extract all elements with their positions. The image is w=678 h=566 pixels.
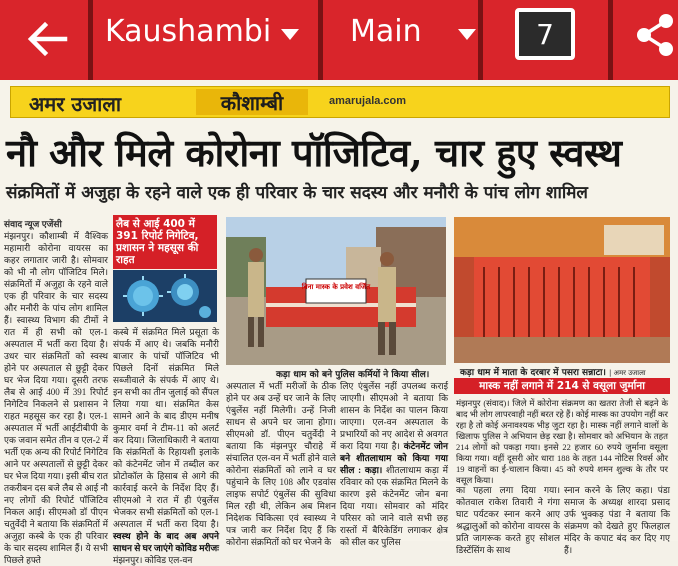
temple-photo [454,217,670,363]
highlight-box: लैब से आई 400 में 391 रिपोर्ट निगेटिव, प्रशासन ने महसूस की राहत [113,215,217,269]
police-barricade-photo [226,217,446,365]
back-button[interactable] [22,14,72,64]
column-2-tail: मंझनपुर। कोविड एल-वन [113,555,193,565]
column-4-tail: शीतलाधाम कड़ा में रविवार को एक संक्रमित मिलने के कारण इसे कंटेनमेंट जोन बना दिया गया। सोमवार को मंदिर परिसर को जाने वाले सभी छह रास्तों में बैरिकेडिंग लगाकर क्षेत्र को सील कर पुलिस [340,465,449,547]
toolbar-divider [478,0,483,80]
chevron-down-icon [458,29,476,40]
photo-2-credit: | अमर उजाला [609,369,646,377]
photo-2-caption [460,365,646,378]
chevron-down-icon [281,29,299,40]
page-number-button[interactable] [515,8,575,60]
side-story-headline: मास्क नहीं लगाने में 214 से वसूला जुर्माना [454,378,670,394]
column-2-subhead: स्वस्थ होने के बाद अब अपने साधन से घर जाएंगे कोविड मरीजः [113,531,219,553]
location-label: Kaushambi [105,14,272,49]
share-button[interactable] [630,10,678,60]
barricade-sign: बिना मास्क के प्रवेश वर्जित [301,283,371,291]
article-headline: नौ और मिले कोरोना पॉजिटिव, चार हुए स्वस्थ [6,130,622,175]
toolbar-divider [318,0,323,80]
app-toolbar [0,0,678,80]
article-column-4 [340,380,449,547]
toolbar-divider [88,0,93,80]
arrow-left-icon [27,21,67,57]
side-story-body: मंझनपुर (संवाद)। जिले में कोरोना संक्रमण का खतरा तेजी से बढ़ने के बाद भी लोग लापरवाही नहीं बरत रहे हैं। कोई मास्क का उपयोग नहीं कर रहा है तो कोई अनावश्यक भीड़ जुटा रहा है। मास्क नहीं लगाने वालों के खिलाफ पुलिस ने अभियान छेड़ रखा है। सोमवार को अभियान के तहत 214 लोगों को पकड़ा गया। इनसे 22 हजार 60 रुपये जुर्माना वसूला किया गया। वहीं दूसरी ओर धारा 188 के तहत 144 नोटिस रिवर्स और 19 वाहनों का ई-चालान किया। 45 को रुपये शमन शुल्क के तौर पर वसूल किया। [456,398,668,485]
bottom-column-1: का पहला लगा दिया गया। कोतवाल राकेश तिवारी ने गंगा घाट पर्यटकर स्नान करने आए श्रद्धालुओं को कोरोना वायरस के प्रति जागरूक करते हुए सोशल डिस्टेंसिंग के साथ [456,485,560,555]
toolbar-divider [608,0,613,80]
column-4-text: लिए एंबुलेंस नहीं उपलब्ध कराई जाएगी। सीएमओ ने बताया कि शासन के निर्देश का पालन किया जाएगा। एल-वन अस्पताल के प्रभारियों को नए आदेश से अवगत करा दिया गया है। [340,381,448,451]
bottom-column-2: स्नान करने के लिए कहा। पंडा समाज के अध्यक्ष शारदा प्रसाद उर्फ भुक्कड़ पंडा ने बताया कि संक्रमण को देखते हुए फिलहाल मंदिर के कपाट बंद कर दिए गए हैं। [564,485,670,555]
share-icon [634,13,674,57]
edition-label: कौशाम्बी [196,89,308,115]
brand-logo: अमर उजाला [29,92,122,116]
virus-image [113,270,217,322]
location-dropdown[interactable] [105,14,299,49]
column-2-text: कस्बे में संक्रमित मिले प्रसूता के संपर्क में आए थे। जबकि मनौरी बाजार के पांचों पॉजिटिव भी पिछले दिनों संक्रमित मिले सब्जीवाले के संपर्क में आए थे। इन सभी का तीन जुलाई को सैंपल लिया गया था। संक्रमित केस सामने आने के बाद डीएम मनीष कुमार वर्मा ने टीम-11 को अलर्ट कर दिया। जिलाधिकारी ने बताया कि संक्रमितों के रिहायशी इलाके को कंटेनमेंट जोन में तब्दील कर प्रोटोकॉल के हिसाब से आगे की कार्रवाई करने के निर्देश दिए हैं। सीएमओ ने रात में ही एंबुलेंस भेजकर सभी संक्रमितों को एल-1 अस्पताल में भर्ती करा दिया है। [113,327,219,529]
article-column-2 [113,326,219,565]
article-subhead: संक्रमितों में अजुहा के रहने वाले एक ही परिवार के चार सदस्य और मनौरी के पांच लोग शामिल [6,183,588,203]
masthead [10,86,670,118]
photo-1-caption: कड़ा धाम को बने पुलिस कर्मियों ने किया सील। [276,370,430,380]
photo-2-caption-text: कड़ा धाम में माता के दरबार में पसरा सन्नाटा। [460,368,606,378]
article-byline: संवाद न्यूज एजेंसी [4,219,62,229]
section-dropdown[interactable] [350,14,476,49]
coronavirus-illustration [113,270,217,322]
domain-label: amarujala.com [329,95,407,107]
section-label: Main [350,14,422,49]
page-number-label: 7 [536,17,554,51]
article-column-3: अस्पताल में भर्ती मरीजों के ठीक होने पर अब उन्हें घर जाने के लिए एंबुलेंस नहीं मिलेगी। उन्हें निजी साधन से अपने घर जाना होगा। सीएमओ डॉ. पीएन चतुर्वेदी ने बताया कि मंझनपुर चौराहे में संचालित एल-वन में भर्ती होने वाले कोरोना संक्रमितों को लाने व घर पहुंचाने के लिए 108 और एडवांस लाइफ सपोर्ट एंबुलेंस की सुविधा मिल रही थी, लेकिन अब मिशन निदेशक चिकित्सा एवं स्वास्थ्य ने पत्र जारी कर निर्देश दिए हैं कि कोरोना संक्रमितों को घर भेजने के [226,381,336,547]
column-4-subhead: कंटेनमेंट जोन बने शीतलाधाम को किया गया सील : कड़ा। [340,441,448,475]
newspaper-page[interactable] [0,80,678,565]
article-column-1: मंझनपुर। कौशाम्बी में वैश्विक महामारी कोरोना वायरस का कहर लगातार जारी है। सोमवार को भी नौ लोग पॉजिटिव मिले। संक्रमितों में अजुहा के रहने वाले एक ही परिवार के चार सदस्य और मनौरी के पांच लोग शामिल हैं। स्वास्थ्य विभाग की टीमों ने रात में ही सभी को एल-1 अस्पताल में भर्ती करा दिया है। उधर चार संक्रमितों को स्वस्थ होने पर अस्पताल से छुट्टी देकर घर भेज दिया गया। दूसरी तरफ लैब से आई 400 में 391 रिपोर्ट निगेटिव निकलने से प्रशासन ने राहत महसूस कर रहा है। एल-1 अस्पताल में भर्ती आईटीबीपी के एक जवान समेत तीन व एल-2 में भर्ती एक अन्य की रिपोर्ट निगेटिव आने पर अस्पतालों से छुट्टी देकर घर भेज दिया गया। इसी बीच रात तकरीबन दस बजे लैब से आई नौ नए लोगों की रिपोर्ट पॉजिटिव निकल आई। सीएमओ डॉ पीएन चतुर्वेदी ने बताया कि संक्रमितों में अजुहा कस्बे के एक ही परिवार के चार सदस्य शामिल हैं। ये सभी पिछले हफ्ते [4,231,108,565]
